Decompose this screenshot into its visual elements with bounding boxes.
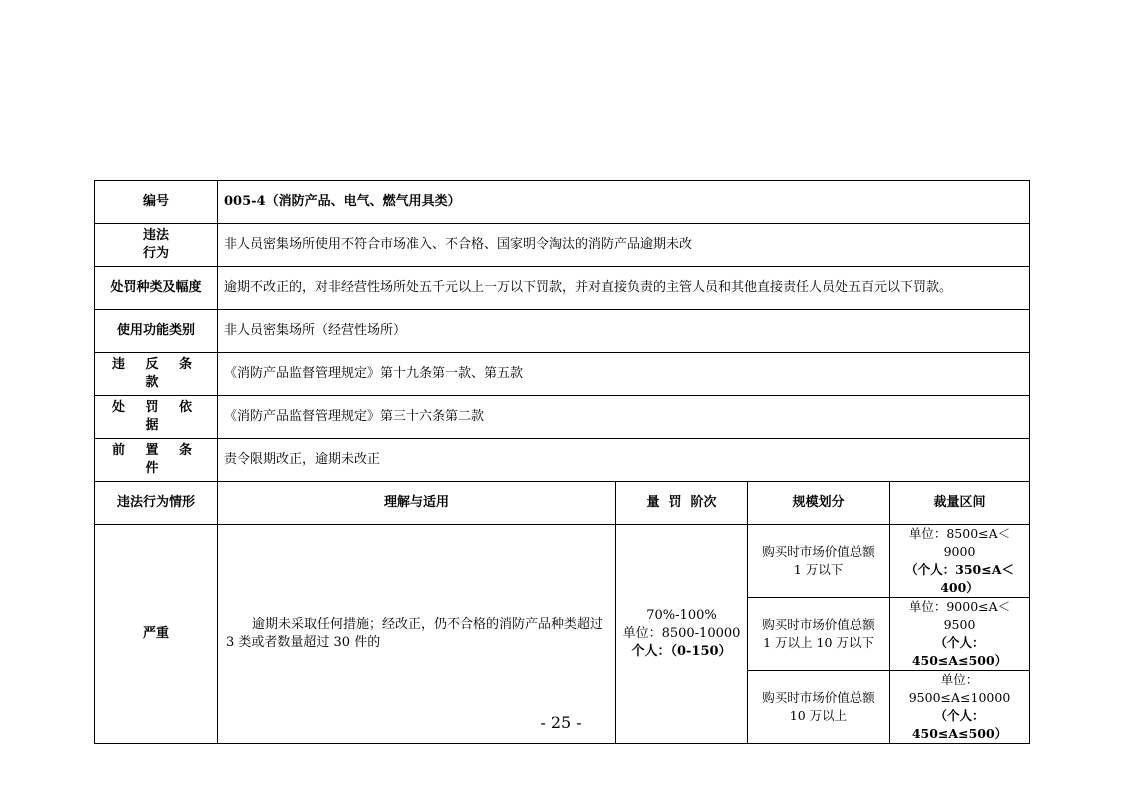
level-line1: 70%-100% bbox=[646, 608, 717, 623]
scale-tier-3-line2: 10 万以上 bbox=[789, 708, 848, 723]
code-value: 005-4（消防产品、电气、燃气用具类） bbox=[218, 181, 1030, 224]
penalty-type-label: 处罚种类及幅度 bbox=[95, 267, 218, 310]
detail-row-1 bbox=[95, 525, 1030, 598]
function-category-label: 使用功能类别 bbox=[95, 310, 218, 353]
header-range: 裁量区间 bbox=[890, 482, 1030, 525]
range-tier-2-unit: 单位：9000≤A＜9500 bbox=[908, 599, 1011, 632]
penalty-basis-label: 处 罚 依 据 bbox=[95, 396, 218, 439]
row-penalty-basis bbox=[95, 396, 1030, 439]
row-code bbox=[95, 181, 1030, 224]
behavior-label bbox=[95, 224, 218, 267]
header-situation: 违法行为情形 bbox=[95, 482, 218, 525]
header-level: 量 罚 阶次 bbox=[616, 482, 748, 525]
behavior-label-line1: 违法 bbox=[142, 228, 169, 243]
understanding-value: 逾期未采取任何措施；经改正，仍不合格的消防产品种类超过 3 类或者数量超过 30 件的 bbox=[218, 525, 616, 744]
penalty-basis-value: 《消防产品监督管理规定》第三十六条第二款 bbox=[218, 396, 1030, 439]
scale-tier-1-line1: 购买时市场价值总额 bbox=[762, 544, 875, 559]
header-row bbox=[95, 482, 1030, 525]
range-tier-3-unit: 单位：9500≤A≤10000 bbox=[908, 672, 1011, 705]
row-precondition bbox=[95, 439, 1030, 482]
code-label: 编号 bbox=[95, 181, 218, 224]
range-tier-1-person-line2: 400） bbox=[940, 580, 979, 595]
row-function-category bbox=[95, 310, 1030, 353]
behavior-label-line2: 行为 bbox=[142, 246, 169, 261]
range-tier-2 bbox=[890, 598, 1030, 671]
scale-tier-3-line1: 购买时市场价值总额 bbox=[762, 690, 875, 705]
scale-tier-2-line2: 1 万以上 10 万以下 bbox=[763, 635, 874, 650]
scale-tier-2 bbox=[748, 598, 890, 671]
range-tier-2-person: （个人：450≤A≤500） bbox=[911, 635, 1008, 668]
range-tier-3 bbox=[890, 671, 1030, 744]
scale-tier-1-line2: 1 万以下 bbox=[793, 562, 844, 577]
row-violated-clause bbox=[95, 353, 1030, 396]
range-tier-1-unit: 单位：8500≤A＜9000 bbox=[908, 526, 1011, 559]
range-tier-1 bbox=[890, 525, 1030, 598]
precondition-label: 前 置 条 件 bbox=[95, 439, 218, 482]
level-line2: 单位：8500-10000 bbox=[622, 626, 741, 641]
penalty-type-value: 逾期不改正的，对非经营性场所处五千元以上一万以下罚款，并对直接负责的主管人员和其他直接责任人员处五百元以下罚款。 bbox=[218, 267, 1030, 310]
scale-tier-3 bbox=[748, 671, 890, 744]
behavior-value: 非人员密集场所使用不符合市场准入、不合格、国家明令淘汰的消防产品逾期未改 bbox=[218, 224, 1030, 267]
penalty-table bbox=[94, 180, 1030, 744]
function-category-value: 非人员密集场所（经营性场所） bbox=[218, 310, 1030, 353]
precondition-value: 责令限期改正，逾期未改正 bbox=[218, 439, 1030, 482]
level-value bbox=[616, 525, 748, 744]
range-tier-1-person-line1: （个人：350≤A＜ bbox=[905, 562, 1014, 577]
header-scale: 规模划分 bbox=[748, 482, 890, 525]
level-line3: 个人：（0-150） bbox=[631, 644, 732, 659]
row-behavior bbox=[95, 224, 1030, 267]
page-number: - 25 - bbox=[540, 713, 582, 732]
scale-tier-1 bbox=[748, 525, 890, 598]
violated-clause-value: 《消防产品监督管理规定》第十九条第一款、第五款 bbox=[218, 353, 1030, 396]
violated-clause-label: 违 反 条 款 bbox=[95, 353, 218, 396]
row-penalty-type bbox=[95, 267, 1030, 310]
header-understanding: 理解与适用 bbox=[218, 482, 616, 525]
range-tier-3-person: （个人：450≤A≤500） bbox=[911, 708, 1008, 741]
situation-value: 严重 bbox=[95, 525, 218, 744]
scale-tier-2-line1: 购买时市场价值总额 bbox=[762, 617, 875, 632]
